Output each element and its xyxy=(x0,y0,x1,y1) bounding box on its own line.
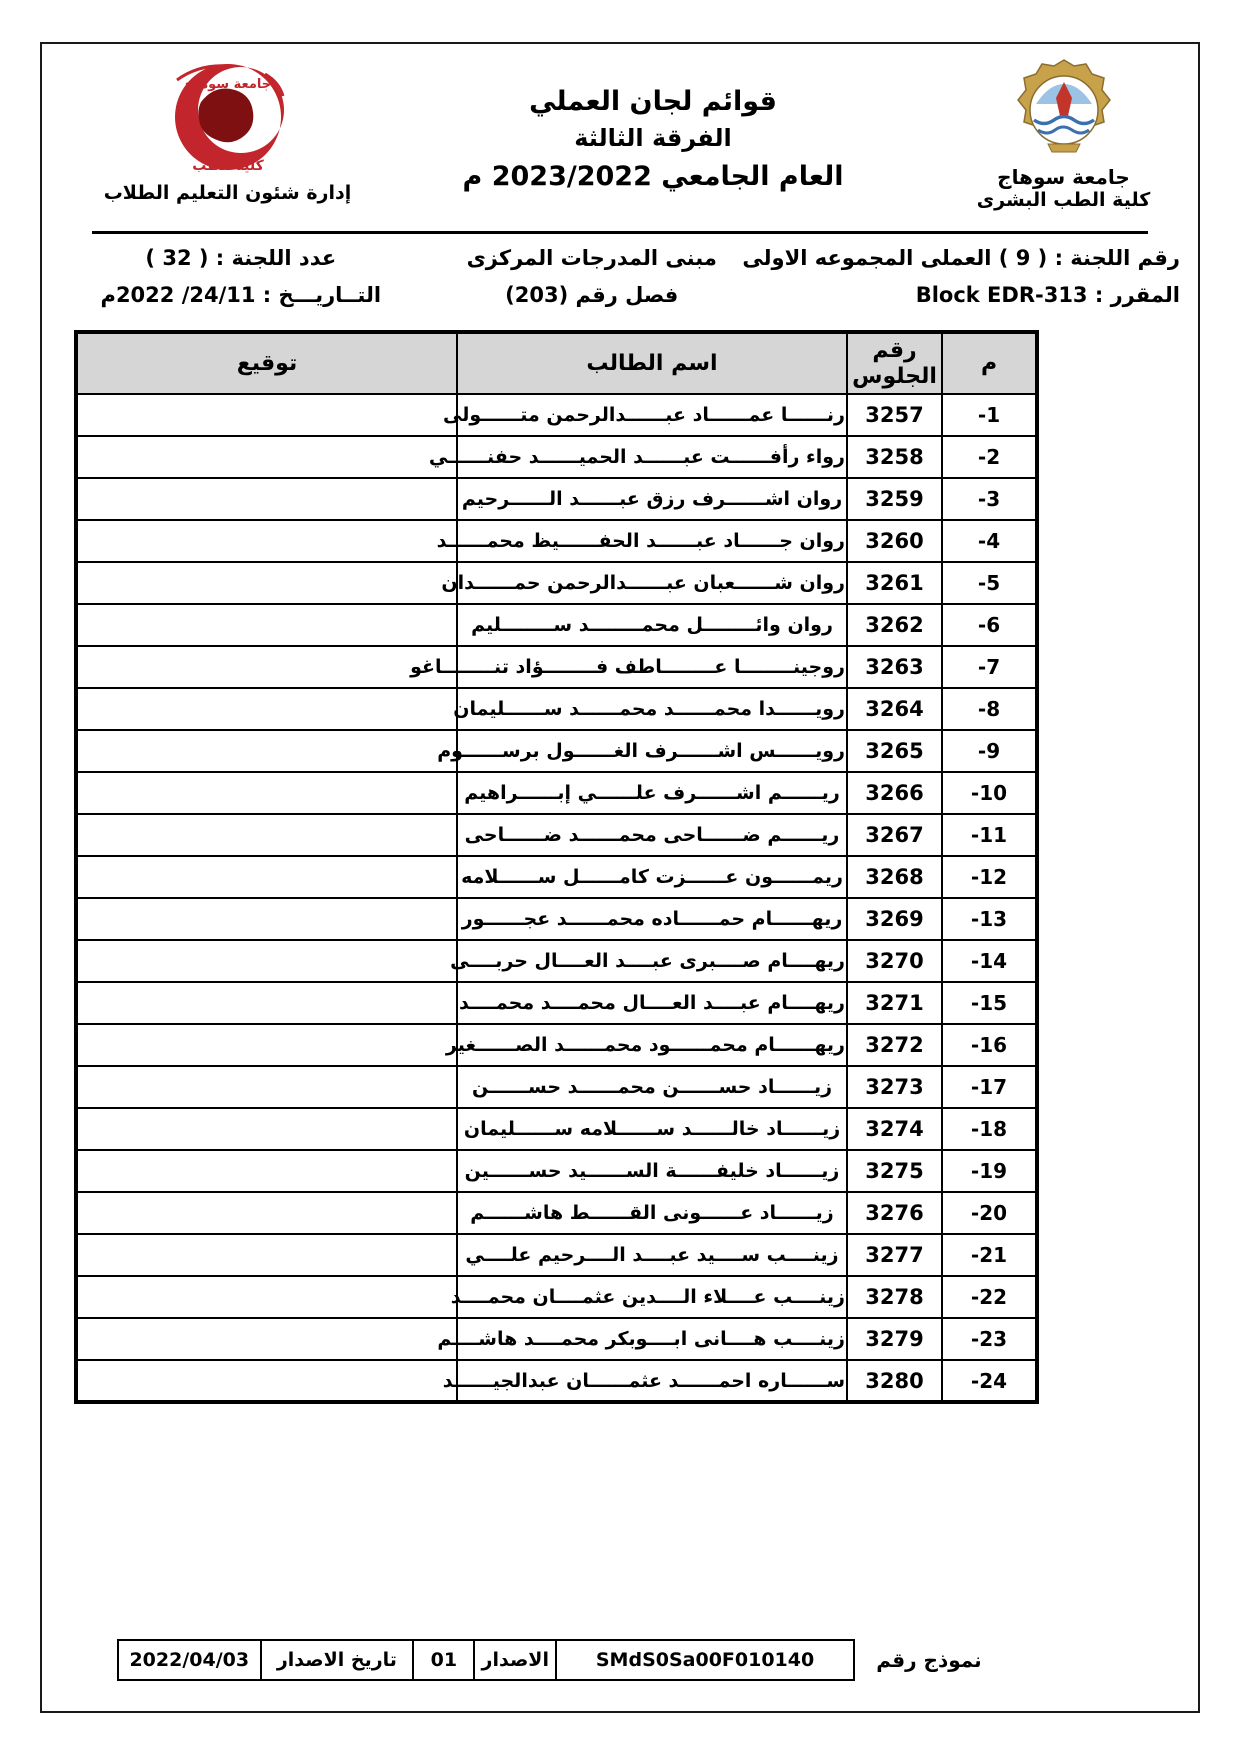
row-index: 23- xyxy=(942,1318,1037,1360)
student-name: رواء رأفــــــت عبــــــد الحميــــــد حفنــــــي xyxy=(457,436,847,478)
document-title: قوائم لجان العملي xyxy=(529,86,777,117)
building-name: مبنى المدرجات المركزى xyxy=(466,246,717,270)
document-titles xyxy=(355,58,951,192)
table-row xyxy=(76,646,1037,688)
table-row xyxy=(76,730,1037,772)
seat-number: 3263 xyxy=(847,646,942,688)
page-frame xyxy=(40,42,1200,1713)
table-row xyxy=(76,1192,1037,1234)
signature-cell xyxy=(76,1276,457,1318)
table-row xyxy=(76,940,1037,982)
signature-cell xyxy=(76,856,457,898)
student-table-body xyxy=(76,394,1037,1402)
student-name: زيــــــاد عــــــونى القــــــط هاشــــــم xyxy=(457,1192,847,1234)
issue-number: 01 xyxy=(413,1640,474,1680)
seat-number: 3280 xyxy=(847,1360,942,1402)
table-row xyxy=(76,394,1037,436)
table-row xyxy=(76,1066,1037,1108)
exam-info-right xyxy=(742,246,1186,320)
seat-number: 3271 xyxy=(847,982,942,1024)
table-row xyxy=(76,478,1037,520)
form-number-label: نموذج رقم xyxy=(876,1648,982,1672)
room-number: فصل رقم (203) xyxy=(505,283,679,307)
signature-cell xyxy=(76,562,457,604)
signature-cell xyxy=(76,982,457,1024)
table-row xyxy=(76,1150,1037,1192)
row-index: 14- xyxy=(942,940,1037,982)
row-index: 24- xyxy=(942,1360,1037,1402)
signature-cell xyxy=(76,520,457,562)
row-index: 7- xyxy=(942,646,1037,688)
table-row xyxy=(76,520,1037,562)
course-code: المقرر : Block EDR-313 xyxy=(915,283,1180,307)
student-name: ريهــــــام محمــــــود محمــــــد الصــــــغير xyxy=(457,1024,847,1066)
seat-number: 3273 xyxy=(847,1066,942,1108)
header-student-name: اسم الطالب xyxy=(457,332,847,394)
row-index: 2- xyxy=(942,436,1037,478)
student-name: روان اشــــــرف رزق عبــــــد الــــــرحيم xyxy=(457,478,847,520)
student-name: زيــــــاد حســــــن محمــــــد حســــــن xyxy=(457,1066,847,1108)
form-footer-row xyxy=(118,1640,854,1680)
row-index: 6- xyxy=(942,604,1037,646)
exam-date: التــاريـــخ : 24/11/ 2022م xyxy=(100,283,382,307)
seat-number: 3279 xyxy=(847,1318,942,1360)
university-name: جامعة سوهاج xyxy=(997,165,1130,189)
seat-number: 3278 xyxy=(847,1276,942,1318)
seat-number: 3274 xyxy=(847,1108,942,1150)
issue-date-label: تاريخ الاصدار xyxy=(261,1640,414,1680)
students-table xyxy=(74,330,1039,1404)
seat-number: 3258 xyxy=(847,436,942,478)
seat-number: 3277 xyxy=(847,1234,942,1276)
student-name: زيــــــاد خالــــــد ســــــلامه ســــــليمان xyxy=(457,1108,847,1150)
table-row xyxy=(76,436,1037,478)
seat-number: 3259 xyxy=(847,478,942,520)
student-name: رنــــــا عمــــــاد عبــــــدالرحمن متــــــولى xyxy=(457,394,847,436)
exam-info-left xyxy=(54,246,428,320)
table-row xyxy=(76,1024,1037,1066)
signature-cell xyxy=(76,1234,457,1276)
signature-cell xyxy=(76,1108,457,1150)
student-name: رويــــــدا محمــــــد محمــــــد ســــــليمان xyxy=(457,688,847,730)
form-code: SMdS0Sa00F010140 xyxy=(556,1640,854,1680)
committee-count: عدد اللجنة : ( 32 ) xyxy=(145,246,337,270)
row-index: 12- xyxy=(942,856,1037,898)
student-name: ريمــــــون عــــــزت كامــــــل ســــــلامه xyxy=(457,856,847,898)
seat-number: 3262 xyxy=(847,604,942,646)
academic-year: العام الجامعي 2023/2022 م xyxy=(462,161,844,192)
department-caption: إدارة شئون التعليم الطلاب xyxy=(103,182,352,204)
signature-cell xyxy=(76,940,457,982)
form-footer-table xyxy=(117,1639,855,1681)
table-row xyxy=(76,562,1037,604)
table-row xyxy=(76,1360,1037,1402)
faculty-logo-block xyxy=(100,58,355,204)
document-header xyxy=(42,44,1198,211)
signature-cell xyxy=(76,730,457,772)
seat-number: 3260 xyxy=(847,520,942,562)
issue-date-value: 2022/04/03 xyxy=(118,1640,261,1680)
row-index: 8- xyxy=(942,688,1037,730)
student-name: زينــــب عــــلاء الــــدين عثمــــان محمــــد xyxy=(457,1276,847,1318)
svg-text:جامعة سوهاج: جامعة سوهاج xyxy=(184,77,271,92)
signature-cell xyxy=(76,1192,457,1234)
seat-number: 3267 xyxy=(847,814,942,856)
student-name: روان وائــــــــل محمــــــــد ســــــــليم xyxy=(457,604,847,646)
signature-cell xyxy=(76,772,457,814)
signature-cell xyxy=(76,814,457,856)
svg-text:كلية الطب: كلية الطب xyxy=(191,158,264,174)
row-index: 18- xyxy=(942,1108,1037,1150)
row-index: 21- xyxy=(942,1234,1037,1276)
row-index: 15- xyxy=(942,982,1037,1024)
signature-cell xyxy=(76,688,457,730)
student-name: رويــــــس اشــــــرف الغــــــول برســــــوم xyxy=(457,730,847,772)
signature-cell xyxy=(76,1150,457,1192)
table-row xyxy=(76,1276,1037,1318)
row-index: 4- xyxy=(942,520,1037,562)
seat-number: 3265 xyxy=(847,730,942,772)
medicine-faculty-crescent-icon xyxy=(137,58,319,178)
row-index: 22- xyxy=(942,1276,1037,1318)
seat-number: 3266 xyxy=(847,772,942,814)
student-name: ريــــــم ضــــــاحى محمــــــد ضــــــاحى xyxy=(457,814,847,856)
student-name: ســــــاره احمــــــد عثمــــــان عبدالجيــــــد xyxy=(457,1360,847,1402)
header-row xyxy=(76,332,1037,394)
seat-number: 3268 xyxy=(847,856,942,898)
student-name: ريــــــم اشــــــرف علــــــي إبــــــراهيم xyxy=(457,772,847,814)
student-name: روان شــــــعبان عبــــــدالرحمن حمــــــدان xyxy=(457,562,847,604)
university-block xyxy=(951,58,1176,211)
seat-number: 3264 xyxy=(847,688,942,730)
student-name: زينــــب ســــيد عبــــد الــــرحيم علــــي xyxy=(457,1234,847,1276)
seat-number: 3275 xyxy=(847,1150,942,1192)
row-index: 19- xyxy=(942,1150,1037,1192)
student-name: زينــــب هــــانى ابــــوبكر محمــــد هاشــــم xyxy=(457,1318,847,1360)
seat-number: 3276 xyxy=(847,1192,942,1234)
student-name: زيــــــاد خليفــــــة الســــــيد حســــــين xyxy=(457,1150,847,1192)
issue-label: الاصدار xyxy=(474,1640,556,1680)
faculty-name: كلية الطب البشرى xyxy=(976,189,1151,211)
table-row xyxy=(76,1234,1037,1276)
row-index: 5- xyxy=(942,562,1037,604)
row-index: 16- xyxy=(942,1024,1037,1066)
seat-number: 3257 xyxy=(847,394,942,436)
student-name: ريهــــام صــــبرى عبــــد العــــال حربــــى xyxy=(457,940,847,982)
row-index: 17- xyxy=(942,1066,1037,1108)
signature-cell xyxy=(76,646,457,688)
seat-number: 3261 xyxy=(847,562,942,604)
signature-cell xyxy=(76,1360,457,1402)
table-row xyxy=(76,982,1037,1024)
table-row xyxy=(76,898,1037,940)
students-table-header xyxy=(76,332,1037,394)
exam-info-center xyxy=(428,246,756,320)
table-row xyxy=(76,856,1037,898)
seat-number: 3270 xyxy=(847,940,942,982)
table-row xyxy=(76,814,1037,856)
row-index: 1- xyxy=(942,394,1037,436)
table-row xyxy=(76,772,1037,814)
row-index: 11- xyxy=(942,814,1037,856)
row-index: 13- xyxy=(942,898,1037,940)
student-name: ريهــــــام حمــــــاده محمــــــد عجــــــور xyxy=(457,898,847,940)
table-row xyxy=(76,688,1037,730)
committee-number: رقم اللجنة : ( 9 ) العملى المجموعه الاولى xyxy=(742,246,1180,270)
table-row xyxy=(76,1318,1037,1360)
row-index: 3- xyxy=(942,478,1037,520)
signature-cell xyxy=(76,898,457,940)
student-name: ريهــــام عبــــد العــــال محمــــد محمــــد xyxy=(457,982,847,1024)
signature-cell xyxy=(76,1024,457,1066)
signature-cell xyxy=(76,436,457,478)
table-row xyxy=(76,604,1037,646)
header-seat-number: رقم الجلوس xyxy=(847,332,942,394)
table-row xyxy=(76,1108,1037,1150)
student-name: روان جــــــاد عبــــــد الحفــــــيظ محمــــــد xyxy=(457,520,847,562)
form-footer xyxy=(42,1639,1198,1681)
signature-cell xyxy=(76,1066,457,1108)
signature-cell xyxy=(76,478,457,520)
student-name: روجينــــــــا عــــــــاطف فــــــــؤاد تنــــــــاغو xyxy=(457,646,847,688)
signature-cell xyxy=(76,1318,457,1360)
row-index: 10- xyxy=(942,772,1037,814)
header-index: م xyxy=(942,332,1037,394)
row-index: 20- xyxy=(942,1192,1037,1234)
seat-number: 3272 xyxy=(847,1024,942,1066)
signature-cell xyxy=(76,604,457,646)
grade-title: الفرقة الثالثة xyxy=(574,124,732,152)
university-emblem-icon xyxy=(1008,58,1120,162)
seat-number: 3269 xyxy=(847,898,942,940)
signature-cell xyxy=(76,394,457,436)
exam-info xyxy=(42,234,1198,322)
header-signature: توقيع xyxy=(76,332,457,394)
row-index: 9- xyxy=(942,730,1037,772)
